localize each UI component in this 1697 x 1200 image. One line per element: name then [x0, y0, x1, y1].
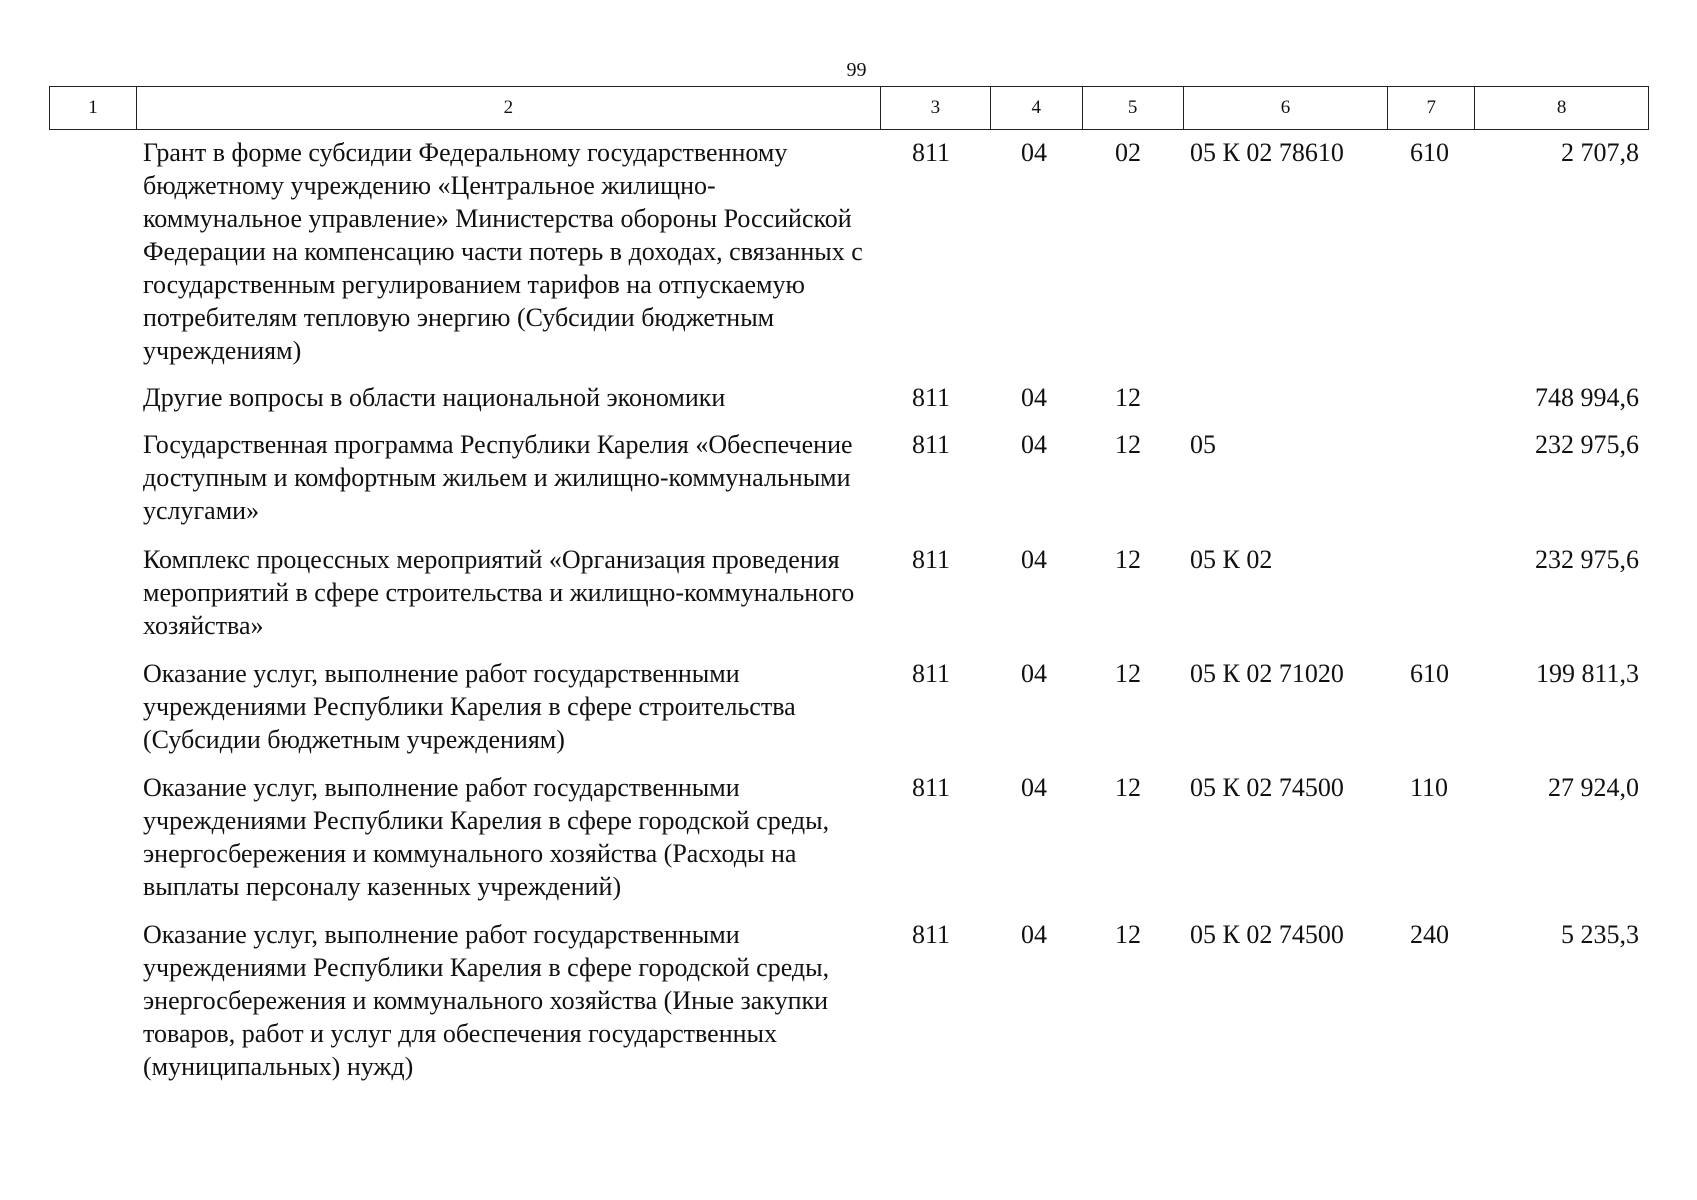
page-number: 99: [846, 59, 867, 81]
row-code-6: 05: [1190, 430, 1216, 459]
row-code-5: 12: [1115, 383, 1141, 412]
row-code-4: 04: [1021, 773, 1047, 802]
row-amount: 232 975,6: [1535, 545, 1639, 574]
row-code-6: 05 К 02 74500: [1190, 773, 1344, 802]
table-header: [49, 86, 1649, 130]
row-code-3: 811: [912, 430, 951, 459]
row-code-5: 02: [1115, 138, 1141, 167]
row-code-4: 04: [1021, 138, 1047, 167]
row-code-3: 811: [912, 920, 951, 949]
row-code-4: 04: [1021, 920, 1047, 949]
row-code-5: 12: [1115, 545, 1141, 574]
row-amount: 232 975,6: [1535, 430, 1639, 459]
row-code-3: 811: [912, 659, 951, 688]
table-row: [0, 771, 1697, 903]
table-row: [0, 381, 1697, 414]
row-description: Оказание услуг, выполнение работ государственными учреждениями Республики Карелия в сфере городской среды, энергосбережения и коммунального хозяйства (Иные закупки товаров, работ и услуг для обеспечения государственных (муниципальных) нужд): [143, 920, 830, 1081]
table-row: [0, 543, 1697, 642]
row-code-6: 05 К 02: [1190, 545, 1273, 574]
row-amount: 748 994,6: [1535, 383, 1639, 412]
row-code-3: 811: [912, 545, 951, 574]
table-body: [0, 136, 1697, 1083]
table-row: [0, 657, 1697, 756]
row-code-6: 05 К 02 78610: [1190, 138, 1344, 167]
table-row: [0, 136, 1697, 367]
column-header-3: 3: [881, 87, 991, 129]
column-header-2: 2: [137, 87, 881, 129]
column-header-8: 8: [1556, 97, 1567, 118]
column-header-6: 6: [1184, 87, 1389, 129]
row-code-3: 811: [912, 383, 951, 412]
table-row: [0, 428, 1697, 527]
row-code-6: 05 К 02 71020: [1190, 659, 1344, 688]
row-code-5: 12: [1115, 920, 1141, 949]
row-code-6: 05 К 02 74500: [1190, 920, 1344, 949]
row-code-5: 12: [1115, 430, 1141, 459]
row-code-5: 12: [1115, 773, 1141, 802]
row-description: Комплекс процессных мероприятий «Организация проведения мероприятий в сфере строительства и жилищно-коммунального хозяйства»: [143, 545, 855, 640]
row-description: Оказание услуг, выполнение работ государственными учреждениями Республики Карелия в сфере строительства (Субсидии бюджетным учреждениям): [143, 659, 796, 754]
row-code-4: 04: [1021, 383, 1047, 412]
table-row: [0, 918, 1697, 1083]
row-code-7: 610: [1410, 659, 1449, 688]
row-code-7: 110: [1410, 773, 1449, 802]
column-header-1: 1: [50, 87, 137, 129]
row-description: Оказание услуг, выполнение работ государственными учреждениями Республики Карелия в сфере городской среды, энергосбережения и коммунального хозяйства (Расходы на выплаты персоналу казенных учреждений): [143, 773, 830, 901]
column-header-7: 7: [1388, 87, 1475, 129]
row-code-7: 610: [1410, 138, 1449, 167]
column-header-4: 4: [991, 87, 1083, 129]
row-description: Грант в форме субсидии Федеральному государственному бюджетному учреждению «Центральное жилищно-коммунальное управление» Министерства обороны Российской Федерации на компенсацию части потерь в доходах, связанных с государственным регулированием тарифов на отпускаемую потребителям тепловую энергию (Субсидии бюджетным учреждениям): [143, 138, 863, 365]
row-description: Государственная программа Республики Карелия «Обеспечение доступным и комфортным жильем и жилищно-коммунальными услугами»: [143, 430, 853, 525]
row-code-4: 04: [1021, 659, 1047, 688]
row-amount: 199 811,3: [1535, 659, 1639, 688]
row-description: Другие вопросы в области национальной экономики: [143, 383, 726, 412]
row-amount: 27 924,0: [1548, 773, 1639, 802]
row-code-4: 04: [1021, 545, 1047, 574]
row-code-5: 12: [1115, 659, 1141, 688]
row-code-7: 240: [1410, 920, 1449, 949]
row-code-4: 04: [1021, 430, 1047, 459]
row-amount: 2 707,8: [1561, 138, 1639, 167]
column-header-5: 5: [1083, 87, 1184, 129]
row-code-3: 811: [912, 138, 951, 167]
row-amount: 5 235,3: [1561, 920, 1639, 949]
row-code-3: 811: [912, 773, 951, 802]
